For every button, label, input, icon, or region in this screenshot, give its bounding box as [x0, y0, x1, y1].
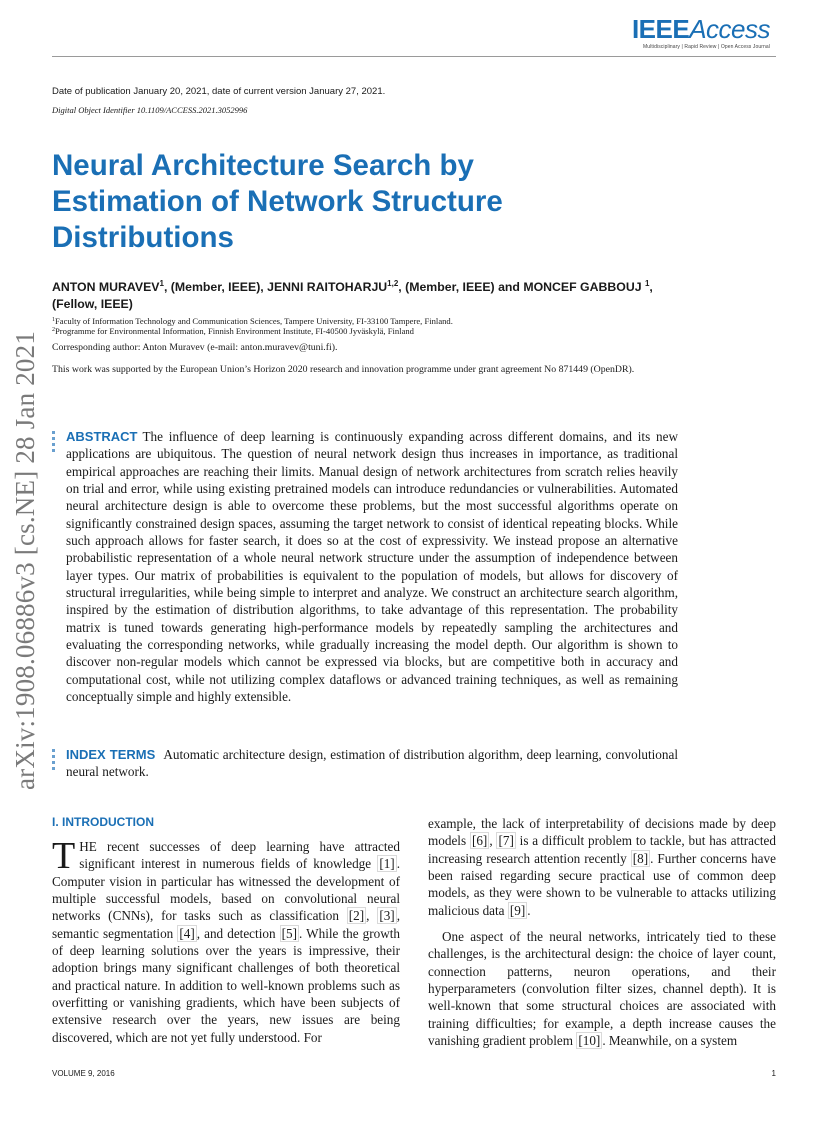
affiliation-2 [52, 326, 414, 337]
logo-access-text: Access [689, 14, 770, 44]
author-sup: 1 [644, 279, 650, 288]
citation-link[interactable]: [5] [281, 925, 298, 941]
author-name: MONCEF GABBOUJ [523, 280, 645, 294]
affiliation-sup: 1 [52, 317, 55, 323]
author-role: , (Fellow, IEEE) [52, 280, 653, 311]
body-text: . Further concerns have been raised regarding secure practical use of common deep models, as they were shown to be vulnerable to attacks utilizing malicious data [428, 850, 776, 918]
citation-link[interactable]: [3] [379, 908, 395, 924]
logo-ieee-text: IEEE [631, 14, 690, 44]
citation-link[interactable]: [2] [348, 908, 365, 924]
author-sup: 1,2 [387, 279, 399, 288]
citation-link[interactable]: [4] [179, 925, 195, 941]
citation-link[interactable]: [9] [509, 902, 526, 918]
abstract [66, 428, 678, 706]
journal-logo [632, 15, 770, 50]
body-text: One aspect of the neural networks, intricately tied to these challenges, is the architectural design: the choice of layer count, connection patterns, neuron operations, and their hyperparameters (convolution filter sizes, channel depth). It is well-known that some structural choices are associated with training difficulties; for example, a depth increase causes the vanishing gradient problem [428, 929, 776, 1049]
author-role: , (Member, IEEE), [163, 280, 268, 294]
abstract-label: ABSTRACT [66, 429, 138, 444]
body-text: is a difficult problem to tackle, but has attracted increasing research attention recently [428, 833, 776, 866]
body-text: , [489, 833, 497, 849]
author-sup: 1 [159, 279, 164, 288]
arxiv-side-stamp: arXiv:1908.06886v3 [cs.NE] 28 Jan 2021 [10, 330, 40, 790]
paper-title: Neural Architecture Search by Estimation of Network Structure Distributions [52, 149, 503, 254]
index-terms-marker [52, 749, 55, 773]
body-text: HE recent successes of deep learning have attracted significant interest in numerous fields of knowledge [79, 839, 400, 872]
index-terms-text: Automatic architecture design, estimation of distribution algorithm, deep learning, convolutional neural network. [66, 747, 678, 780]
publication-date: Date of publication January 20, 2021, date of current version January 27, 2021. [52, 86, 386, 97]
affiliation-text: Faculty of Information Technology and Communication Sciences, Tampere University, FI-33100 Tampere, Finland. [55, 316, 453, 326]
intro-paragraph-2 [428, 928, 776, 1049]
section-heading: I. INTRODUCTION [52, 815, 154, 829]
affiliation-sup: 2 [52, 327, 55, 333]
body-text: . Meanwhile, on a system [602, 1033, 738, 1049]
body-text: . [527, 902, 531, 918]
author-role: , (Member, IEEE) and [398, 280, 524, 294]
footer-volume: VOLUME 9, 2016 [52, 1069, 115, 1078]
author-name: JENNI RAITOHARJU [267, 280, 388, 294]
citation-link[interactable]: [1] [379, 856, 395, 872]
body-text: example, the lack of interpretability of decisions made by deep models [428, 816, 776, 849]
body-text: , and detection [196, 925, 280, 941]
intro-paragraph-1 [52, 835, 401, 1046]
header-rule [52, 56, 776, 57]
doi-line: Digital Object Identifier 10.1109/ACCESS.2021.3052996 [52, 105, 248, 115]
citation-link[interactable]: [10] [578, 1033, 601, 1049]
body-text: , [366, 908, 378, 924]
citation-link[interactable]: [7] [498, 833, 514, 849]
funding-note: This work was supported by the European Union’s Horizon 2020 research and innovation programme under grant agreement No 871449 (OpenDR). [52, 364, 635, 375]
index-terms [66, 746, 678, 781]
citation-link[interactable]: [8] [632, 850, 649, 866]
body-text: . Computer vision in particular has witnessed the development of multiple successful models, based on convolutional neural networks (CNNs), for tasks such as classification [52, 856, 400, 924]
affiliation-text: Programme for Environmental Information, Finnish Environment Institute, FI-40500 Jyväskylä, Finland [55, 326, 414, 336]
logo-tagline: Multidisciplinary | Rapid Review | Open Access Journal [643, 44, 770, 50]
abstract-marker [52, 431, 55, 455]
page-number: 1 [771, 1069, 776, 1078]
abstract-text: The influence of deep learning is continuously expanding across different domains, and its new applications are ubiquitous. The question of neural network design thus increases in importance, as traditional empirical approaches are reaching their limits. Manual design of network architectures from scratch relies heavily on trial and error, while using existing pretrained models can introduce redundancies or vulnerabilities. Automated neural architecture design is able to overcome these problems, but the most successful algorithms operate on significantly constrained design spaces, assuming the target network to consist of identical repeating blocks. While such approach allows for faster search, it does so at the cost of expressivity. We instead propose an alternative probabilistic representation of a whole neural network structure under the assumption of independence between layer types. Our matrix of probabilities is equivalent to the population of models, but allows for discovery of structural irregularities, while being simple to interpret and analyze. We construct an architecture search algorithm, inspired by the estimation of distribution algorithms, to take advantage of this representation. The probability matrix is tuned towards generating high-performance models by repeatedly sampling the architectures and evaluating the corresponding networks, while gradually increasing the model depth. Our algorithm is shown to discover non-regular models which cannot be expressed via blocks, but are competitive both in accuracy and computational cost, while not utilizing complex dataflows or advanced training techniques, as well as remaining conceptually simple and highly extensible. [66, 429, 678, 705]
corresponding-author: Corresponding author: Anton Muravev (e-mail: anton.muravev@tuni.fi). [52, 342, 338, 353]
intro-paragraph-1-continued [428, 815, 776, 919]
body-text: , semantic segmentation [52, 908, 400, 941]
author-list [52, 279, 672, 313]
body-text: . While the growth of deep learning solutions over the years is impressive, their adoption brings many significant challenges of both theoretical and practical nature. In addition to well-known problems such as overfitting or vanishing gradients, which have been subjects of extensive research over the years, new issues are being discovered, which are not yet fully understood. For [52, 925, 401, 1045]
citation-link[interactable]: [6] [471, 833, 488, 849]
drop-cap: T [52, 835, 76, 877]
author-name: ANTON MURAVEV [52, 280, 160, 294]
index-terms-label: INDEX TERMS [66, 747, 156, 762]
